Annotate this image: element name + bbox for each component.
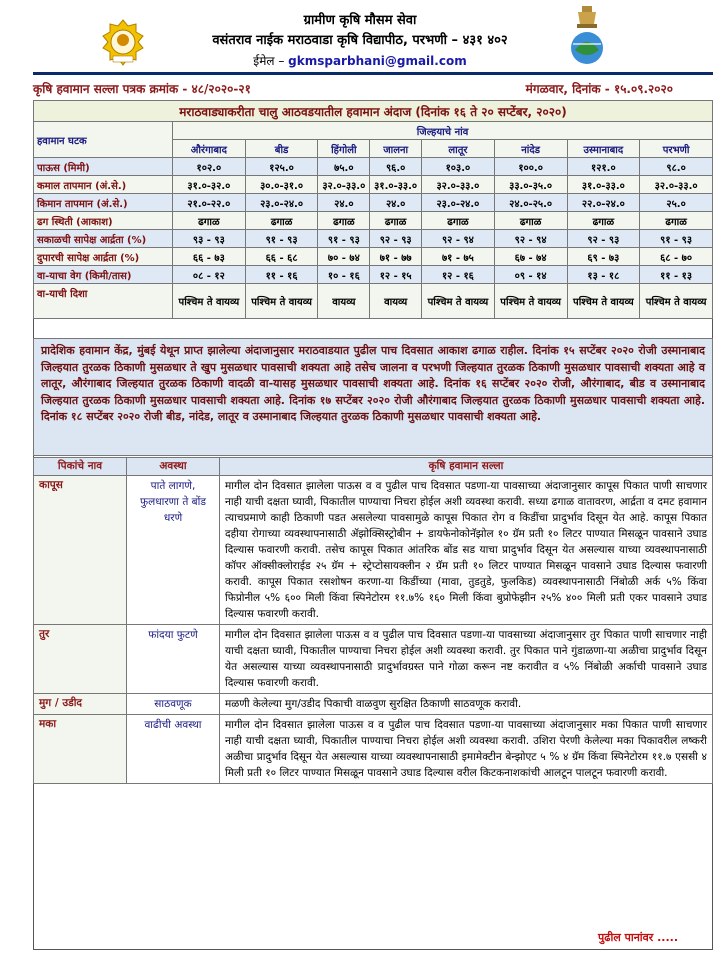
email-line (0, 52, 720, 69)
forecast-value: २४.० (318, 194, 370, 212)
forecast-value: १००.० (494, 158, 567, 176)
forecast-value: २४.० (370, 194, 422, 212)
forecast-row-label: दुपारची सापेक्ष आर्द्रता (%) (34, 248, 173, 266)
forecast-value: पश्चिम ते वायव्य (173, 284, 246, 319)
crop-name: तुर (34, 625, 127, 694)
forecast-value: ढगाळ (318, 212, 370, 230)
crop-advice: मळणी केलेल्या मुग/उडीद पिकाची वाळवुण सुरक्षित ठिकाणी साठवणूक करावी. (220, 694, 713, 715)
bulletin-bar (33, 78, 713, 96)
forecast-value: ढगाळ (245, 212, 318, 230)
forecast-value: ११ - १३ (640, 266, 713, 284)
forecast-value: ३०.०-३१.० (245, 176, 318, 194)
forecast-value: ३१.०-३३.० (567, 176, 640, 194)
district-name: बीड (245, 140, 318, 158)
forecast-value: ९८.० (640, 158, 713, 176)
crop-row (34, 715, 713, 784)
crop-rows (34, 476, 713, 784)
forecast-row (34, 248, 713, 266)
forecast-value: १२१.० (567, 158, 640, 176)
district-name: परभणी (640, 140, 713, 158)
forecast-value: ७५.० (318, 158, 370, 176)
district-header: जिल्हयाचे नांव (173, 122, 713, 140)
forecast-value: ६६ - ६८ (245, 248, 318, 266)
forecast-rows (34, 158, 713, 319)
forecast-value: पश्चिम ते वायव्य (245, 284, 318, 319)
crop-name: मका (34, 715, 127, 784)
regional-forecast-paragraph: प्रादेशिक हवामान केंद्र, मुंबई येथून प्राप्त झालेल्या अंदाजानुसार मराठवाडयात पुढील पाच दिवसात आकाश ढगाळ राहील. दिनांक १५ सप्टेंबर २०२० रोजी उस्मानाबाद जिल्हयात तुरळक ठिकाणी मुसळधार ते खुप मुसळधार पावसाची शक्यता आहे तसेच जालना व परभणी जिल्हयात तुरळक ठिकाणी मुसळधार पावसाची शक्यता आहे व लातूर, औरंगाबाद जिल्हयात तुरळक ठिकाणी वादळी वा-यासह मुसळधार पावसाची शक्यता आहे. दिनांक १६ सप्टेंबर २०२० रोजी, औरंगाबाद, बीड व उस्मानाबाद जिल्हयात तुरळक ठिकाणी मुसळधार पावसाची शक्यता आहे. दिनांक १७ सप्टेंबर २०२० रोजी औरंगाबाद जिल्हयात तुरळक ठिकाणी मुसळधार पावसाची शक्यता आहे. दिनांक १८ सप्टेंबर २०२० रोजी बीड, नांदेड, लातूर व उस्मानाबाद जिल्हयात तुरळक ठिकाणी मुसळधार पावसाची शक्यता आहे. (33, 338, 713, 456)
forecast-value: ढगाळ (422, 212, 495, 230)
crop-stage: साठवणूक (127, 694, 220, 715)
forecast-value: २५.० (640, 194, 713, 212)
forecast-value: ९६.० (370, 158, 422, 176)
forecast-value: ढगाळ (173, 212, 246, 230)
forecast-row (34, 284, 713, 319)
forecast-value: पश्चिम ते वायव्य (422, 284, 495, 319)
forecast-value: वायव्य (318, 284, 370, 319)
parameter-header: हवामान घटक (34, 122, 173, 158)
bulletin-number: कृषि हवामान सल्ला पत्रक क्रमांक - ४८/२०२०-२१ (33, 82, 251, 96)
forecast-row-label: पाऊस (मिमी) (34, 158, 173, 176)
district-name: उस्मानाबाद (567, 140, 640, 158)
forecast-value: २३.०-२४.० (245, 194, 318, 212)
continued-note: पुढील पानांवर ..... (598, 931, 678, 944)
forecast-row-label: कमाल तापमान (अं.से.) (34, 176, 173, 194)
forecast-value: ९१ - ९३ (318, 230, 370, 248)
header-divider (33, 72, 713, 75)
email-address: gkmsparbhani@gmail.com (288, 54, 467, 68)
forecast-row-label: किमान तापमान (अं.से.) (34, 194, 173, 212)
forecast-value: पश्चिम ते वायव्य (567, 284, 640, 319)
crop-stage: वाढीची अवस्था (127, 715, 220, 784)
forecast-value: पश्चिम ते वायव्य (640, 284, 713, 319)
forecast-value: २२.०-२४.० (567, 194, 640, 212)
district-name: औरंगाबाद (173, 140, 246, 158)
district-name: जालना (370, 140, 422, 158)
forecast-value: पश्चिम ते वायव्य (494, 284, 567, 319)
forecast-value: ९२ - ९४ (422, 230, 495, 248)
district-name: नांदेड (494, 140, 567, 158)
forecast-row (34, 230, 713, 248)
forecast-value: ३१.०-३३.० (370, 176, 422, 194)
forecast-value: ३१.०-३२.० (173, 176, 246, 194)
forecast-row (34, 266, 713, 284)
forecast-value: १०३.० (422, 158, 495, 176)
forecast-value: ढगाळ (494, 212, 567, 230)
crop-advice-header: कृषि हवामान सल्ला (220, 458, 713, 476)
crop-advisory-table (33, 457, 713, 784)
forecast-value: १२ - १५ (370, 266, 422, 284)
crop-row (34, 625, 713, 694)
forecast-value: ९२ - ९३ (567, 230, 640, 248)
crop-name-header: पिकांचे नाव (34, 458, 127, 476)
forecast-value: ६८ - ७० (640, 248, 713, 266)
crop-name: कापूस (34, 476, 127, 625)
forecast-value: ०८ - १२ (173, 266, 246, 284)
org-name: ग्रामीण कृषि मौसम सेवा (303, 13, 417, 28)
forecast-value: ६९ - ७३ (567, 248, 640, 266)
district-name: लातूर (422, 140, 495, 158)
forecast-value: १३ - १८ (567, 266, 640, 284)
forecast-value: १०२.० (173, 158, 246, 176)
forecast-row-label: वा-याची दिशा (34, 284, 173, 319)
crop-row (34, 476, 713, 625)
forecast-value: २४.०-२५.० (494, 194, 567, 212)
forecast-value: ०९ - १४ (494, 266, 567, 284)
forecast-value: ६६ - ७३ (173, 248, 246, 266)
forecast-value: ९१ - ९३ (640, 230, 713, 248)
forecast-value: ३२.०-३३.० (318, 176, 370, 194)
forecast-row-label: सकाळची सापेक्ष आर्द्रता (%) (34, 230, 173, 248)
forecast-value: १२ - १६ (422, 266, 495, 284)
forecast-row (34, 194, 713, 212)
forecast-row (34, 212, 713, 230)
forecast-value: ३२.०-३३.० (422, 176, 495, 194)
forecast-value: ९१ - ९३ (245, 230, 318, 248)
email-label: ईमेल – (253, 54, 285, 68)
forecast-value: ७१ - ७७ (370, 248, 422, 266)
forecast-value: २३.०-२४.० (422, 194, 495, 212)
crop-stage-header: अवस्था (127, 458, 220, 476)
forecast-value: ७० - ७४ (318, 248, 370, 266)
forecast-value: ९२ - ९४ (494, 230, 567, 248)
forecast-title: मराठवाड्याकरीता चालु आठवडयातील हवामान अंदाज (दिनांक १६ ते २० सप्टेंबर, २०२०) (34, 101, 713, 122)
forecast-row-label: वा-याचा वेग (किमी/तास) (34, 266, 173, 284)
district-name: हिंगोली (318, 140, 370, 158)
forecast-value: ९२ - ९३ (370, 230, 422, 248)
forecast-row-label: ढग स्थिती (आकाश) (34, 212, 173, 230)
crop-advice: मागील दोन दिवसात झालेला पाऊस व व पुढील पाच दिवसात पडणा-या पावसाच्या अंदाजानुसार तुर पिकात पाणी साचणार नाही याची दक्षता घ्यावी, पिकातील पाण्याचा निचरा होईल अशी व्यवस्था करावी. तुर पिकात पाने गुंडाळणा-या अळीचा प्रादुर्भाव दिसून येत असल्यास याच्या व्यवस्थापनासाठी प्रादुर्भावग्रस्त पाने गोळा करून नष्ट करावीत व ५% निंबोळी अर्काची पावसाने उघाड दिल्यास फवारणी करावी. (220, 625, 713, 694)
forecast-value: ढगाळ (567, 212, 640, 230)
forecast-value: १२५.० (245, 158, 318, 176)
forecast-value: ढगाळ (370, 212, 422, 230)
forecast-value: ९३ - ९३ (173, 230, 246, 248)
crop-stage: फांदया फुटणे (127, 625, 220, 694)
forecast-row (34, 158, 713, 176)
forecast-value: ३२.०-३३.० (640, 176, 713, 194)
university-name: वसंतराव नाईक मराठवाडा कृषि विद्यापीठ, परभणी – ४३१ ४०२ (212, 33, 508, 48)
forecast-value: १० - १६ (318, 266, 370, 284)
weather-forecast-table (33, 100, 713, 319)
crop-stage: पाते लागणे, फुलधारणा ते बोंड धरणे (127, 476, 220, 625)
forecast-value: ६७ - ७४ (494, 248, 567, 266)
forecast-value: ढगाळ (640, 212, 713, 230)
forecast-value: २१.०-२२.० (173, 194, 246, 212)
page-header (0, 0, 720, 70)
forecast-value: ७१ - ७५ (422, 248, 495, 266)
forecast-row (34, 176, 713, 194)
forecast-value: ३३.०-३५.० (494, 176, 567, 194)
forecast-value: वायव्य (370, 284, 422, 319)
crop-advice: मागील दोन दिवसात झालेला पाऊस व व पुढील पाच दिवसात पडणा-या पावसाच्या अंदाजानुसार मका पिकात पाणी साचणार नाही याची दक्षता घ्यावी, पिकातील पाण्याचा निचरा होईल अशी व्यवस्था करावी. उशिरा पेरणी केलेल्या मका पिकावरील लष्करी अळीचा प्रादुर्भाव दिसून येत असल्यास याच्या व्यवस्थापनासाठी इमामेक्टीन बेन्झोएट ५ % ४ ग्रॅम किंवा स्पिनेटोरम ११.७ एससी ४ मिली प्रती १० लिटर पाण्यात मिसळून पावसाने उघाड दिल्यास वरील किटकनाशकांची आलटून पालटून फवारणी करावी. (220, 715, 713, 784)
forecast-value: ११ - १६ (245, 266, 318, 284)
crop-name: मुग / उडीद (34, 694, 127, 715)
crop-row (34, 694, 713, 715)
crop-advice: मागील दोन दिवसात झालेला पाऊस व व पुढील पाच दिवसात पडणा-या पावसाच्या अंदाजानुसार कापूस पिकात पाणी साचणार नाही याची दक्षता घ्यावी, पिकातील पाण्याचा निचरा होईल अशी व्यवस्था करावी. सध्या ढगाळ वातावरण, आर्द्रता व दमट हवामान त्याचप्रमाणे काही ठिकाणी पडत असलेल्या पावसामुळे कापूस पिकात रोग व किडींचा प्रादुर्भाव दिसून येत आहे. कापूस पिकात दहीया रोगाच्या व्यवस्थापनासाठी ॲझोक्सिस्ट्रोबीन + डायफेनोकोनॅझोल १० ग्रॅम प्रती १० लिटर पाण्यात मिसळून पावसाने उघाड दिल्यास फवारणी करावी. तसेच कापूस पिकात आंतरिक बोंड सड याचा प्रादुर्भाव दिसून येत असल्यास याच्या व्यवस्थापनासाठी कॉपर ऑक्सीक्लोराईड २५ ग्रॅम + स्ट्रेप्टोसायक्लीन २ ग्रॅम प्रती १० लिटर पाण्यात मिसळून पावसाने उघाड दिल्यास फवारणी करावी. कापूस पिकात रसशोषन करणा-या किडींच्या (मावा, तुडतुडे, फुलकिड) व्यवस्थापनासाठी निंबोळी अर्क ५% किंवा फिप्रोनील ५% ६०० मिली किंवा स्पिनेटोरम ११.७% १६० मिली किंवा बुप्रोफेझीन २५% ४०० मिली प्रती एकर पावसाने उघाड दिल्यास फवारणी करावी. (220, 476, 713, 625)
bulletin-date: मंगळवार, दिनांक - १५.०९.२०२० (525, 82, 673, 96)
